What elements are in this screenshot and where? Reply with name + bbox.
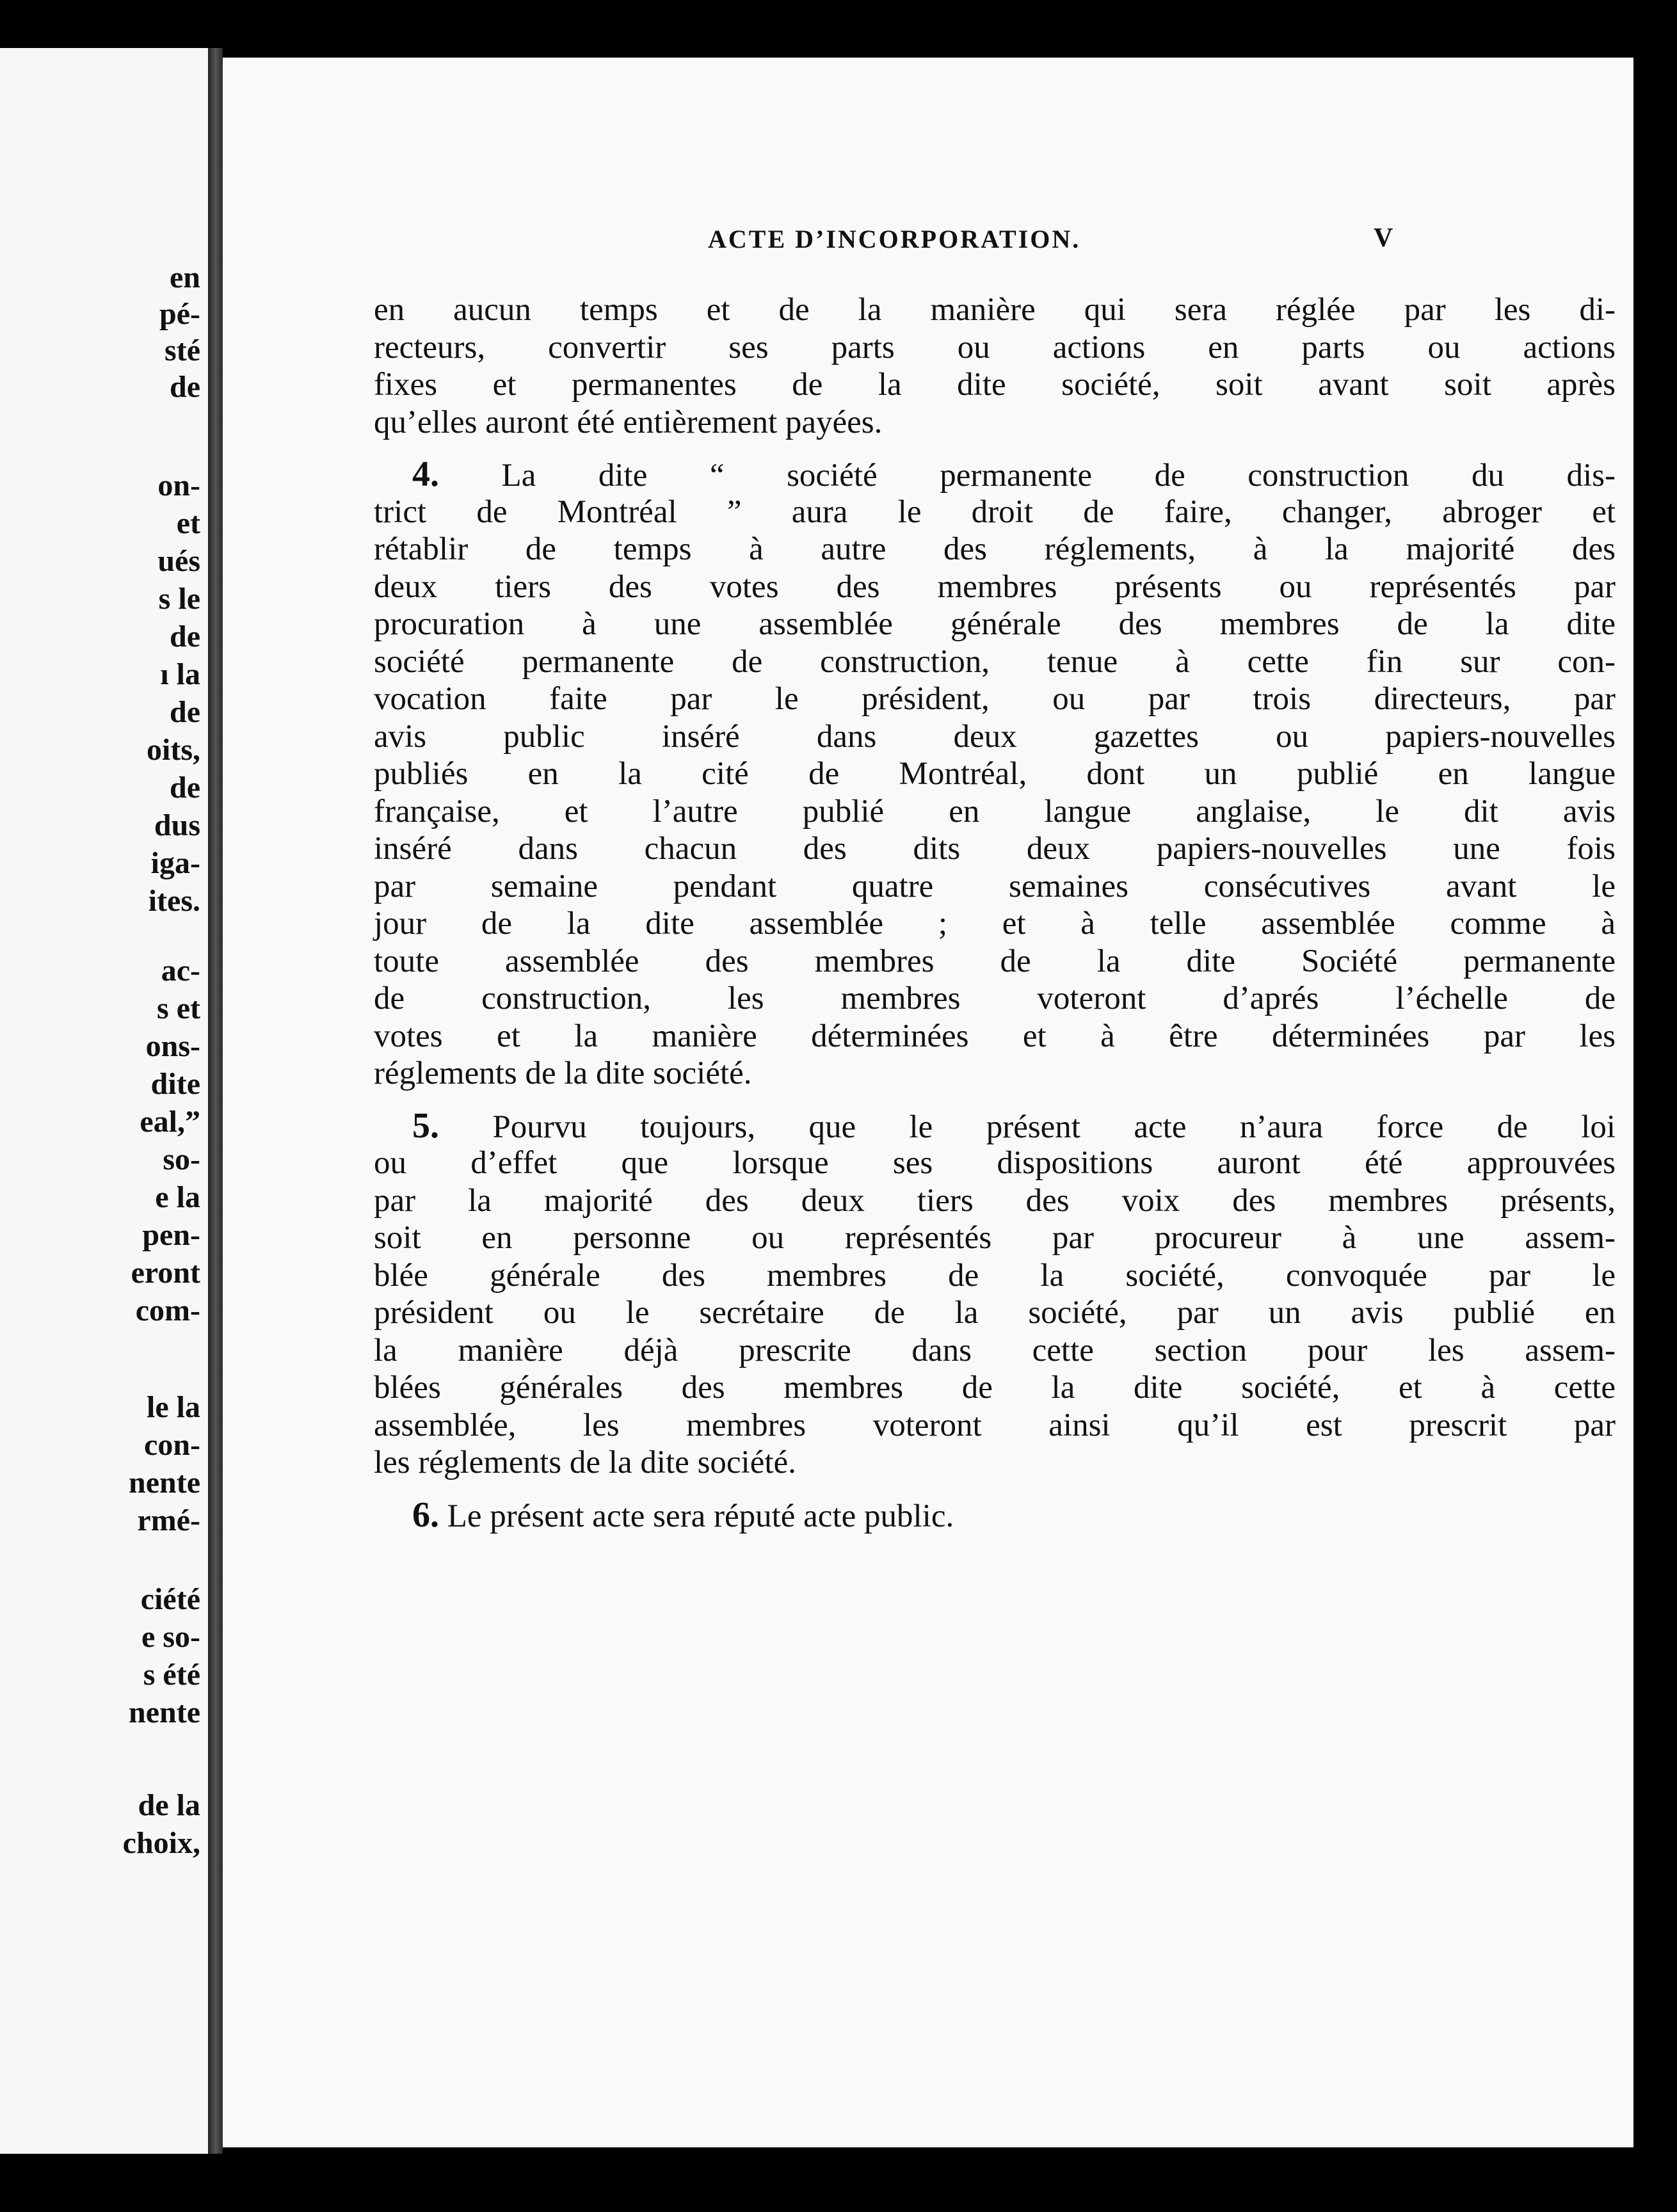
left-fragment: choix, [122,1826,200,1860]
left-fragment: de [170,370,200,404]
left-fragment: con- [144,1428,200,1462]
text-line: de construction, les membres voteront d’aprés l’échelle de [374,981,1616,1016]
text-line: blée générale des membres de la société, convoquée par le [374,1257,1616,1294]
binding-gutter [208,48,223,2154]
section-number: 4. [412,454,439,494]
text-line: par la majorité des deux tiers des voix des membres présents, [374,1182,1616,1219]
text-line: les réglements de la dite société. [374,1445,796,1480]
text-line: en aucun temps et de la manière qui sera réglée par les di- [374,292,1616,328]
left-fragment: on- [157,469,200,502]
text-line: rétablir de temps à autre des réglements, à la majorité des [374,531,1616,567]
text-line: Le présent acte sera réputé acte public. [447,1498,954,1534]
text-line: société permanente de construction, tenue à cette fin sur con- [374,643,1616,680]
left-fragment: en [170,260,200,294]
section-number: 5. [412,1105,439,1146]
left-fragment: et [176,506,200,540]
text-line: la manière déjà prescrite dans cette section pour les assem- [374,1332,1616,1368]
left-fragment: s été [143,1658,200,1692]
left-fragment: pen- [142,1218,200,1252]
section-5-first-line [374,1107,1616,1145]
left-fragment: e la [155,1180,200,1214]
left-fragment: rmé- [137,1503,200,1537]
left-fragment: oits, [147,733,200,767]
running-head [223,224,1633,262]
left-fragment: ons- [145,1029,200,1063]
left-fragment: eront [131,1256,200,1290]
text-line: blées générales des membres de la dite société, et à cette [374,1370,1616,1406]
left-fragment: pé- [159,297,200,331]
left-fragment: ites. [148,884,200,918]
text-line: ou d’effet que lorsque ses dispositions auront été approuvées [374,1145,1616,1181]
text-line: publiés en la cité de Montréal, dont un publié en langue [374,756,1616,792]
left-fragment: ac- [161,954,200,988]
left-fragment: ı la [160,657,200,691]
left-fragment: ciété [140,1582,200,1616]
text-line: assemblée, les membres voteront ainsi qu’il est prescrit par [374,1407,1616,1443]
left-fragment: sté [164,333,200,367]
text-line: président ou le secrétaire de la société, par un avis publié en [374,1295,1616,1331]
body-text [374,291,1616,1534]
left-fragment: le la [147,1390,200,1424]
left-fragment: e so- [141,1620,200,1654]
text-line: avis public inséré dans deux gazettes ou papiers-nouvelles [374,718,1616,755]
left-fragment: de [170,771,200,805]
text-line: votes et la manière déterminées et à être déterminées par les [374,1018,1616,1054]
text-line: jour de la dite assemblée ; et à telle assemblée comme à [374,906,1616,942]
text-line: deux tiers des votes des membres présents ou représentés par [374,568,1616,605]
text-line: procuration à une assemblée générale des membres de la dite [374,606,1616,642]
section-number: 6. [412,1495,439,1535]
text-line: La dite “ société permanente de construction du dis- [501,458,1616,493]
text-line: réglements de la dite société. [374,1055,752,1091]
running-title: ACTE D’INCORPORATION. [708,225,1081,253]
text-line: Pourvu toujours, que le présent acte n’aura force de loi [492,1109,1616,1145]
text-line: française, et l’autre publié en langue anglaise, le dit avis [374,793,1616,830]
left-fragment: s et [157,991,200,1025]
text-line: qu’elles auront été entièrement payées. [374,404,883,440]
left-fragment: de [170,695,200,729]
section-6-first-line [374,1496,1616,1534]
text-line: recteurs, convertir ses parts ou actions en parts ou actions [374,329,1616,365]
text-line: inséré dans chacun des dits deux papiers-nouvelles une fois [374,831,1616,867]
text-line: toute assemblée des membres de la dite Société permanente [374,943,1616,979]
text-line: fixes et permanentes de la dite société, soit avant soit après [374,367,1616,403]
left-fragment: so- [163,1142,200,1176]
left-fragment: nente [129,1466,200,1500]
left-fragment: s le [158,582,200,616]
right-page [223,58,1633,2147]
text-line: vocation faite par le président, ou par trois directeurs, par [374,681,1616,717]
left-page [0,48,208,2154]
text-line: par semaine pendant quatre semaines consécutives avant le [374,868,1616,904]
left-fragment: dite [150,1067,200,1101]
text-line: trict de Montréal ” aura le droit de faire, changer, abroger et [374,493,1616,530]
left-fragment: eal,” [140,1105,200,1139]
left-fragment: iga- [150,846,200,880]
left-fragment: de [170,620,200,653]
left-fragment: nente [129,1695,200,1729]
section-4-first-line [374,456,1616,493]
left-fragment: ués [157,544,200,578]
left-fragment: de la [138,1788,200,1822]
left-fragment: com- [135,1294,200,1327]
left-fragment: dus [154,808,200,842]
page-number: V [1374,223,1393,253]
text-line: soit en personne ou représentés par procureur à une assem- [374,1220,1616,1256]
